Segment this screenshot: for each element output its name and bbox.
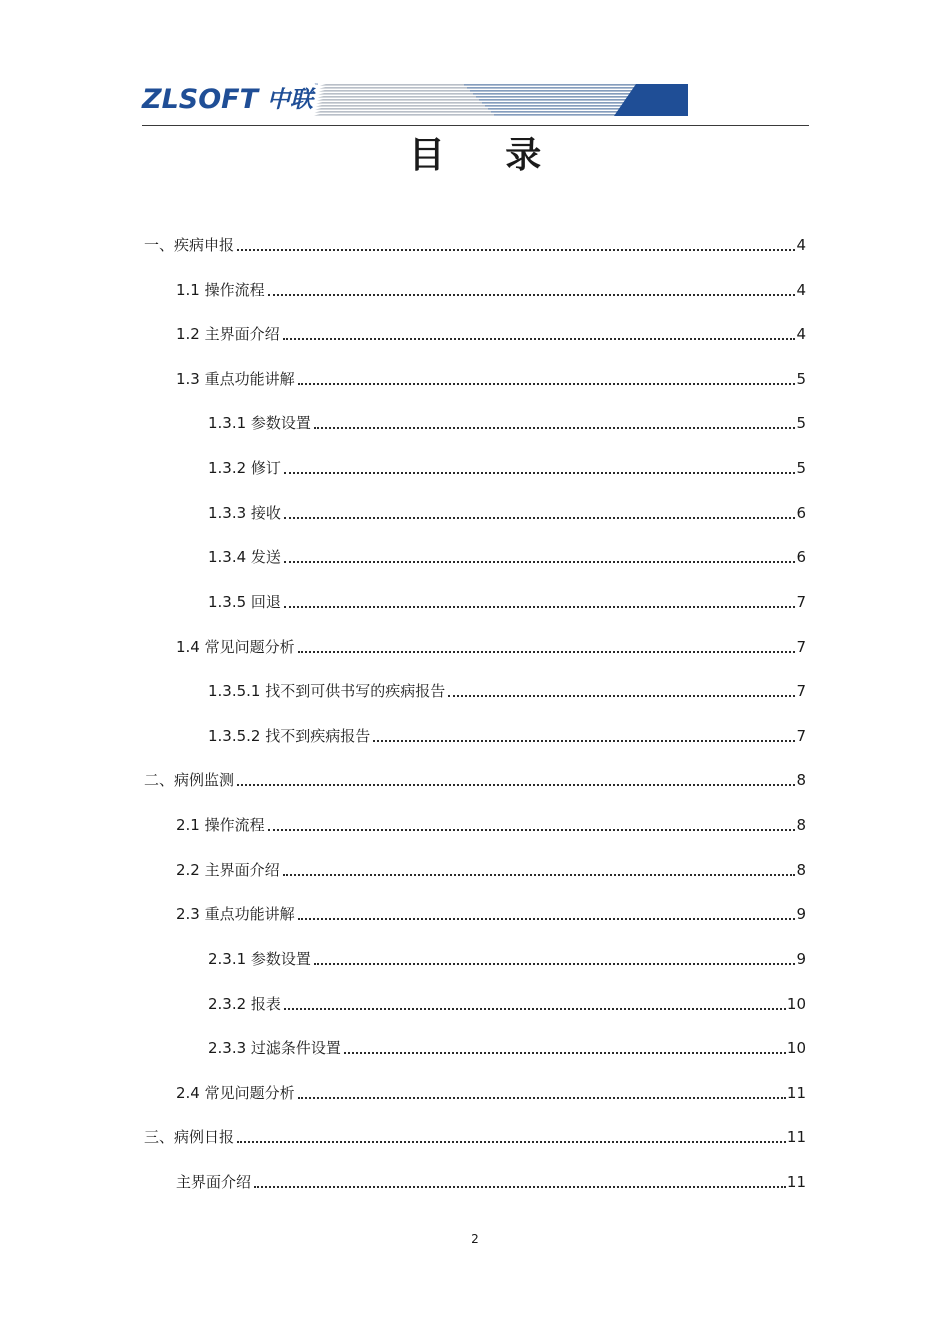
toc-entry[interactable] (208, 547, 806, 567)
page-title: 目 录 (408, 135, 566, 176)
stripe-line-blue (467, 87, 644, 89)
toc-entry[interactable] (176, 369, 806, 389)
toc-entry[interactable] (176, 1083, 806, 1103)
toc-dot-leader (284, 517, 796, 519)
toc-entry-page: 10 (786, 1039, 806, 1057)
toc-entry[interactable] (176, 280, 806, 300)
toc-entry[interactable] (176, 860, 806, 880)
toc-entry-label: 1.1 操作流程 (176, 281, 265, 299)
toc-dot-leader (298, 383, 796, 385)
toc-entry-page: 11 (786, 1084, 806, 1102)
toc-entry-page: 9 (796, 905, 806, 923)
toc-entry-page: 7 (796, 638, 806, 656)
toc-entry-page: 9 (796, 950, 806, 968)
stripe-line-blue (473, 93, 644, 95)
toc-entry[interactable] (176, 1172, 806, 1192)
toc-entry[interactable] (208, 949, 806, 969)
company-logo-text: ZLSOFT (142, 84, 259, 115)
header-stripes-graphic (314, 82, 688, 116)
document-header (142, 80, 808, 126)
toc-entry-page: 7 (796, 682, 806, 700)
toc-entry-label: 1.3.5.1 找不到可供书写的疾病报告 (208, 682, 446, 700)
toc-entry-page: 6 (796, 548, 806, 566)
toc-entry-label: 2.2 主界面介绍 (176, 861, 280, 879)
toc-entry[interactable] (176, 637, 806, 657)
toc-dot-leader (254, 1186, 786, 1188)
toc-entry-label: 2.3.1 参数设置 (208, 950, 311, 968)
company-logo-chinese: 中联 (267, 87, 313, 113)
toc-entry[interactable] (208, 726, 806, 746)
toc-entry[interactable] (208, 413, 806, 433)
toc-entry-label: 1.4 常见问题分析 (176, 638, 295, 656)
toc-entry[interactable] (144, 235, 806, 255)
toc-dot-leader (298, 1097, 786, 1099)
toc-entry-label: 1.3 重点功能讲解 (176, 370, 295, 388)
toc-dot-leader (268, 294, 796, 296)
toc-dot-leader (283, 874, 796, 876)
stripe-line-blue (476, 96, 644, 98)
toc-entry-page: 4 (796, 325, 806, 343)
toc-dot-leader (448, 695, 795, 697)
toc-dot-leader (284, 561, 796, 563)
toc-entry-page: 5 (796, 370, 806, 388)
toc-entry-page: 8 (796, 861, 806, 879)
toc-dot-leader (298, 918, 796, 920)
toc-entry-page: 11 (786, 1173, 806, 1191)
toc-entry-page: 4 (796, 281, 806, 299)
toc-entry[interactable] (208, 592, 806, 612)
toc-entry-page: 8 (796, 816, 806, 834)
stripe-line-blue (485, 105, 644, 107)
toc-dot-leader (284, 472, 796, 474)
toc-entry-page: 8 (796, 771, 806, 789)
header-rule (142, 125, 809, 126)
toc-entry-label: 2.3.3 过滤条件设置 (208, 1039, 341, 1057)
toc-entry[interactable] (176, 904, 806, 924)
toc-entry-label: 2.3 重点功能讲解 (176, 905, 295, 923)
toc-entry-page: 5 (796, 459, 806, 477)
toc-entry[interactable] (176, 324, 806, 344)
toc-entry-page: 10 (786, 995, 806, 1013)
toc-entry[interactable] (208, 1038, 806, 1058)
toc-entry-label: 1.3.5.2 找不到疾病报告 (208, 727, 371, 745)
toc-dot-leader (237, 1141, 786, 1143)
toc-dot-leader (344, 1052, 786, 1054)
toc-entry-label: 一、疾病申报 (144, 236, 235, 254)
toc-entry-page: 7 (796, 593, 806, 611)
toc-entry-label: 2.1 操作流程 (176, 816, 265, 834)
toc-entry[interactable] (208, 681, 806, 701)
toc-entry-page: 4 (796, 236, 806, 254)
toc-entry-label: 1.3.5 回退 (208, 593, 281, 611)
toc-entry-page: 6 (796, 504, 806, 522)
toc-dot-leader (314, 427, 796, 429)
toc-dot-leader (237, 249, 795, 251)
toc-dot-leader (284, 606, 796, 608)
toc-entry[interactable] (144, 1127, 806, 1147)
toc-entry-label: 1.3.1 参数设置 (208, 414, 311, 432)
toc-entry[interactable] (208, 994, 806, 1014)
toc-entry[interactable] (144, 770, 806, 790)
toc-entry-page: 7 (796, 727, 806, 745)
toc-entry-label: 1.3.2 修订 (208, 459, 281, 477)
toc-entry[interactable] (176, 815, 806, 835)
toc-entry-label: 2.3.2 报表 (208, 995, 281, 1013)
page-number: 2 (471, 1232, 479, 1246)
toc-entry-page: 5 (796, 414, 806, 432)
stripe-block (614, 84, 688, 116)
toc-entry-page: 11 (786, 1128, 806, 1146)
toc-entry-label: 1.3.3 接收 (208, 504, 281, 522)
toc-entry-label: 1.3.4 发送 (208, 548, 281, 566)
toc-dot-leader (283, 338, 796, 340)
toc-dot-leader (298, 651, 796, 653)
toc-entry[interactable] (208, 458, 806, 478)
toc-dot-leader (237, 784, 795, 786)
toc-entry-label: 1.2 主界面介绍 (176, 325, 280, 343)
toc-dot-leader (284, 1008, 786, 1010)
toc-dot-leader (268, 829, 796, 831)
toc-entry-label: 三、病例日报 (144, 1128, 235, 1146)
stripe-line-blue (464, 84, 644, 86)
trademark-mark: ™ (314, 83, 319, 89)
toc-entry-label: 主界面介绍 (176, 1173, 252, 1191)
toc-entry[interactable] (208, 503, 806, 523)
toc-entry-label: 2.4 常见问题分析 (176, 1084, 295, 1102)
stripe-line-blue (482, 102, 644, 104)
stripe-line-blue (479, 99, 644, 101)
stripe-line-blue (470, 90, 644, 92)
toc-dot-leader (373, 740, 795, 742)
toc-entry-label: 二、病例监测 (144, 771, 235, 789)
toc-dot-leader (314, 963, 796, 965)
